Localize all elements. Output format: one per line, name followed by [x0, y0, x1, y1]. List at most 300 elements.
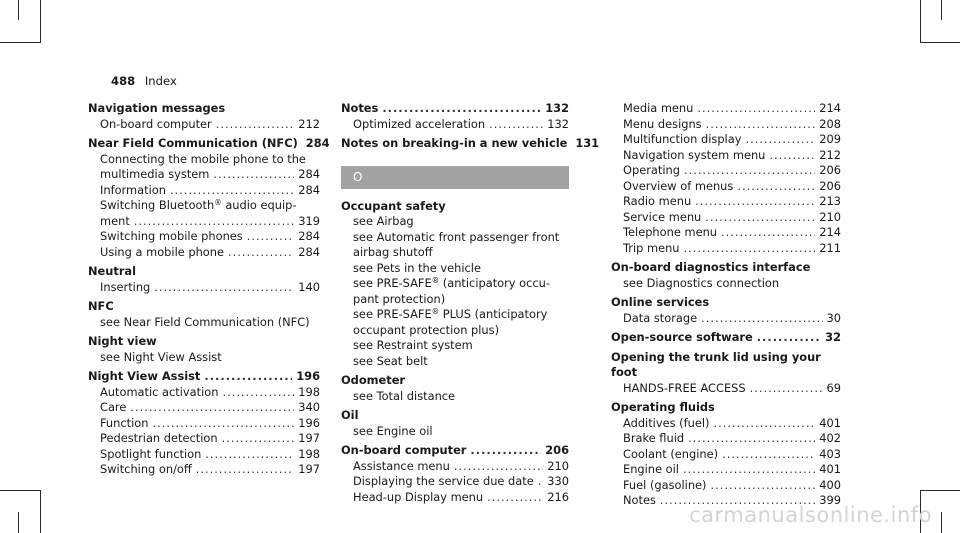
entry-text: [88, 264, 136, 278]
index-entry-sub: [341, 389, 569, 405]
leader-dots: [684, 163, 815, 179]
crop-mark: [920, 0, 921, 43]
index-entry-sub: [341, 245, 569, 261]
page-reference[interactable]: 401: [819, 462, 841, 476]
entry-label: occupant protection plus): [353, 322, 500, 337]
index-entry-sub: [611, 225, 841, 241]
index-entry-heading: [341, 101, 569, 117]
entry-label: Inserting: [100, 279, 151, 294]
entry-text: [100, 350, 222, 364]
page-reference[interactable]: 214: [819, 225, 841, 239]
index-entry-sub: [341, 261, 569, 277]
page-reference[interactable]: 198: [298, 384, 320, 399]
entry-text: [623, 101, 693, 117]
page-reference[interactable]: 211: [819, 240, 841, 255]
entry-label: see Night View Assist: [100, 349, 222, 364]
index-entry-sub: [88, 214, 320, 230]
page-reference[interactable]: 403: [819, 446, 841, 461]
leader-dots: [152, 416, 294, 432]
entry-label: pant protection): [353, 291, 446, 306]
page-header: [111, 74, 177, 88]
page-reference[interactable]: 140: [298, 279, 320, 294]
entry-label: Using a mobile phone: [100, 244, 225, 259]
page-reference[interactable]: 284: [298, 244, 320, 259]
page-reference[interactable]: 32: [825, 330, 841, 344]
leader-dots: [713, 416, 815, 432]
entry-text: [623, 493, 656, 509]
crop-mark: [40, 0, 41, 43]
leader-dots: [688, 431, 815, 447]
index-entry-sub: [611, 163, 841, 179]
entry-label: HANDS-FREE ACCESS: [623, 380, 746, 395]
index-entry-sub: [341, 230, 569, 246]
leader-dots: [701, 311, 822, 327]
leader-dots: [196, 462, 295, 478]
index-entry-sub: [88, 152, 320, 168]
leader-dots: [489, 117, 543, 133]
entry-text: [100, 245, 224, 261]
leader-dots: [684, 241, 816, 257]
entry-label: Coolant (engine): [623, 446, 719, 461]
entry-text: [353, 490, 483, 506]
entry-label: Switching mobile phones: [100, 229, 243, 243]
index-entry-heading: [341, 408, 569, 424]
entry-label: see Near Field Communication (NFC): [100, 314, 310, 329]
registered-mark: ®: [431, 307, 440, 316]
index-entry-heading: [611, 330, 841, 346]
entry-text: [88, 101, 225, 115]
entry-text: [623, 447, 718, 463]
entry-label: see Restraint system: [353, 338, 473, 352]
watermark: carmanualsonline.info: [689, 503, 932, 527]
index-entry-sub: [88, 431, 320, 447]
letter-heading: O: [341, 166, 569, 189]
index-entry-sub: [611, 447, 841, 463]
leader-dots: [721, 225, 815, 241]
entry-label: Radio menu: [623, 194, 692, 208]
leader-dots: [454, 459, 543, 475]
entry-label: Trip menu: [623, 240, 680, 255]
entry-label: On-board computer: [100, 116, 212, 131]
leader-dots: [757, 330, 821, 346]
entry-label: Automatic activation: [100, 384, 219, 399]
leader-dots: [228, 245, 294, 261]
entry-label: see Automatic front passenger front: [353, 229, 560, 244]
entry-text: [353, 276, 550, 290]
leader-dots: [745, 132, 815, 148]
index-entry-sub: [611, 132, 841, 148]
index-entry-sub: [611, 148, 841, 164]
entry-label: Optimized acceleration: [353, 116, 486, 131]
index-column-2: [341, 101, 600, 505]
entry-label: Information: [100, 182, 166, 197]
page-reference[interactable]: 196: [296, 369, 320, 383]
index-entry-sub: [341, 323, 569, 339]
page-reference[interactable]: 330: [547, 474, 569, 488]
index-entry-sub: [88, 447, 320, 463]
page-reference[interactable]: 284: [298, 182, 320, 197]
crop-mark: [920, 490, 960, 491]
leader-dots: [711, 478, 816, 494]
entry-label: Oil: [341, 408, 359, 422]
entry-text: [623, 478, 707, 494]
entry-label: Switching Bluetooth: [100, 198, 215, 212]
entry-label: Navigation system menu: [623, 147, 766, 162]
index-entry-sub: [88, 350, 320, 366]
entry-label: Open-source software: [611, 330, 753, 344]
leader-dots: [222, 431, 295, 447]
entry-text: [623, 431, 684, 447]
entry-text: [611, 350, 821, 380]
index-entry-sub: [88, 385, 320, 401]
entry-text: [100, 183, 166, 199]
index-entry-heading: [88, 299, 320, 315]
page-reference[interactable]: 198: [298, 446, 320, 461]
index-entry-sub: [341, 307, 569, 323]
page-reference[interactable]: 208: [819, 116, 841, 131]
page-reference[interactable]: 284: [305, 136, 330, 150]
entry-label: Opening the trunk lid using your foot: [611, 349, 821, 379]
entry-text: [353, 230, 559, 244]
leader-dots: [750, 381, 823, 397]
page-reference[interactable]: 401: [819, 415, 841, 430]
entry-text: [611, 295, 709, 309]
page-reference[interactable]: 402: [819, 431, 841, 445]
entry-label: On-board diagnostics interface: [611, 260, 811, 274]
index-entry-sub: [611, 117, 841, 133]
index-entry-sub: [611, 241, 841, 257]
entry-label: Notes: [341, 101, 379, 115]
page-reference[interactable]: 197: [298, 462, 320, 476]
entry-label: Operating: [623, 163, 680, 177]
entry-text: [88, 334, 157, 348]
index-entry-sub: [611, 478, 841, 494]
page-reference[interactable]: 69: [826, 380, 841, 395]
entry-text: [88, 136, 298, 152]
page-reference[interactable]: 319: [298, 213, 320, 228]
entry-text: [353, 459, 450, 475]
index-entry-sub: [88, 229, 320, 245]
entry-text: [623, 148, 765, 164]
registered-mark: ®: [431, 276, 440, 285]
entry-text: [623, 179, 733, 195]
page-reference[interactable]: 210: [547, 458, 569, 473]
page-reference[interactable]: 210: [819, 209, 841, 224]
entry-label: NFC: [88, 299, 114, 313]
page-reference[interactable]: 209: [819, 132, 841, 146]
leader-dots: [222, 385, 294, 401]
entry-text: [100, 431, 218, 447]
crop-mark: [941, 512, 942, 533]
entry-text: [353, 389, 455, 403]
entry-label: multimedia system: [100, 167, 210, 181]
entry-label: Brake fluid: [623, 431, 685, 445]
entry-label: Connecting the mobile phone to the: [100, 151, 306, 166]
entry-label: Engine oil: [623, 462, 679, 476]
entry-text: [100, 214, 130, 230]
index-entry-heading: [88, 101, 320, 117]
index-entry-sub: [611, 210, 841, 226]
registered-mark: ®: [214, 198, 222, 207]
entry-label-continued: audio equip-: [221, 198, 297, 212]
entry-label: Notes: [623, 493, 656, 507]
index-entry-heading: [88, 369, 320, 385]
index-entry-sub: [88, 117, 320, 133]
entry-label: Care: [100, 400, 127, 414]
leader-dots: [737, 179, 815, 195]
entry-text: [353, 474, 534, 490]
entry-text: [341, 101, 378, 117]
entry-text: [100, 447, 201, 463]
leader-dots: [538, 474, 544, 490]
index-entry-sub: [88, 183, 320, 199]
index-entry-sub: [341, 338, 569, 354]
entry-label: Service menu: [623, 209, 702, 224]
entry-label: Media menu: [623, 101, 694, 115]
index-entry-sub: [611, 311, 841, 327]
page-reference[interactable]: 216: [547, 489, 569, 504]
entry-label: Odometer: [341, 373, 406, 387]
index-entry-sub: [88, 462, 320, 478]
page-reference[interactable]: 212: [819, 147, 841, 162]
index-entry-heading: [611, 400, 841, 416]
leader-dots: [154, 280, 294, 296]
entry-label: see PRE-SAFE: [353, 307, 432, 321]
page-reference[interactable]: 132: [547, 116, 569, 131]
entry-text: [353, 261, 481, 275]
page-reference[interactable]: 212: [298, 116, 320, 131]
entry-label: Fuel (gasoline): [623, 477, 707, 492]
entry-text: [623, 416, 709, 432]
index-entry-heading: [341, 136, 600, 152]
page-reference[interactable]: 206: [819, 163, 841, 177]
entry-label-continued: (anticipatory occu-: [439, 276, 550, 290]
entry-label: Night View Assist: [88, 369, 201, 383]
entry-text: [623, 225, 717, 241]
entry-label: Overview of menus: [623, 178, 734, 193]
entry-text: [623, 241, 680, 257]
entry-label: Near Field Communication (NFC): [88, 136, 298, 150]
page-reference[interactable]: 30: [826, 310, 841, 325]
page-reference[interactable]: 399: [819, 493, 841, 507]
index-entry-sub: [341, 292, 569, 308]
entry-label: see Total distance: [353, 388, 456, 403]
entry-label: see Engine oil: [353, 423, 433, 438]
entry-text: [623, 210, 701, 226]
page-reference[interactable]: 340: [298, 400, 320, 414]
leader-dots: [170, 183, 294, 199]
entry-label: see Seat belt: [353, 353, 428, 368]
index-entry-sub: [611, 431, 841, 447]
crop-mark: [941, 0, 942, 20]
index-column-3: [611, 101, 841, 509]
leader-dots: [705, 210, 815, 226]
page-reference[interactable]: 206: [819, 178, 841, 193]
leader-dots: [130, 400, 294, 416]
entry-text: [353, 323, 499, 337]
entry-text: [353, 424, 433, 438]
entry-text: [353, 245, 433, 259]
index-column-1: [88, 101, 330, 478]
entry-label: Displaying the service due date: [353, 474, 534, 488]
index-entry-sub: [341, 354, 569, 370]
entry-text: [100, 280, 150, 296]
entry-label: Night view: [88, 334, 157, 348]
crop-mark: [18, 512, 19, 533]
entry-text: [88, 299, 114, 313]
entry-text: [341, 373, 405, 387]
entry-label: Telephone menu: [623, 225, 718, 239]
leader-dots: [382, 101, 541, 117]
page-reference[interactable]: 284: [298, 229, 320, 243]
index-entry-heading: [88, 264, 320, 280]
index-entry-heading: [611, 295, 841, 311]
leader-dots: [697, 101, 815, 117]
entry-text: [341, 408, 359, 422]
index-entry-sub: [88, 198, 320, 214]
index-entry-sub: [88, 245, 320, 261]
entry-label: see Diagnostics connection: [623, 275, 780, 290]
index-entry-sub: [611, 416, 841, 432]
index-entry-heading: [341, 373, 569, 389]
entry-text: [353, 214, 414, 228]
leader-dots: [470, 443, 541, 459]
entry-text: [623, 381, 746, 397]
index-entry-sub: [341, 276, 569, 292]
entry-text: [353, 338, 473, 352]
entry-label: Head-up Display menu: [353, 489, 484, 504]
index-entry-sub: [611, 101, 841, 117]
page-reference[interactable]: 214: [819, 101, 841, 115]
index-entry-heading: [341, 443, 569, 459]
entry-label: see Pets in the vehicle: [353, 260, 481, 275]
entry-text: [100, 198, 296, 212]
index-entry-sub: [341, 117, 569, 133]
entry-text: [611, 400, 715, 414]
entry-text: [341, 199, 446, 213]
entry-label: Additives (fuel): [623, 415, 710, 430]
entry-text: [341, 136, 567, 152]
entry-label: Operating fluids: [611, 400, 715, 414]
page-reference[interactable]: 132: [545, 101, 569, 115]
section-title: Index: [144, 74, 177, 88]
entry-text: [100, 117, 212, 133]
index-entry-heading: [611, 260, 841, 276]
leader-dots: [216, 117, 295, 133]
entry-label-continued: PLUS (anticipatory: [439, 307, 548, 321]
index-entry-sub: [611, 179, 841, 195]
entry-label: Data storage: [623, 310, 698, 325]
entry-label: Spotlight function: [100, 446, 202, 461]
entry-text: [353, 117, 485, 133]
page-reference[interactable]: 131: [575, 136, 600, 150]
page-reference[interactable]: 400: [819, 477, 841, 492]
entry-text: [100, 462, 192, 478]
index-entry-heading: [88, 136, 330, 152]
leader-dots: [706, 117, 816, 133]
leader-dots: [695, 194, 815, 210]
leader-dots: [247, 229, 295, 245]
index-entry-sub: [88, 416, 320, 432]
entry-label: Menu designs: [623, 116, 702, 131]
leader-dots: [683, 462, 815, 478]
page-reference[interactable]: 206: [545, 443, 569, 457]
entry-label: Function: [100, 415, 149, 430]
leader-dots: [204, 369, 292, 385]
entry-text: [611, 260, 810, 274]
index-entry-sub: [341, 459, 569, 475]
page-reference[interactable]: 197: [298, 431, 320, 445]
index-entry-sub: [341, 214, 569, 230]
entry-label: see Airbag: [353, 214, 414, 228]
entry-label: Occupant safety: [341, 198, 446, 213]
index-entry-sub: [611, 194, 841, 210]
entry-label: On-board computer: [341, 443, 467, 457]
index-entry-heading: [341, 199, 569, 215]
entry-text: [353, 292, 445, 306]
entry-label: Pedestrian detection: [100, 431, 218, 445]
entry-text: [623, 311, 697, 327]
crop-mark: [0, 490, 41, 491]
entry-text: [623, 194, 691, 210]
entry-text: [623, 132, 741, 148]
entry-label: Neutral: [88, 264, 137, 278]
entry-label: see PRE-SAFE: [353, 276, 432, 290]
entry-label: Multifunction display: [623, 132, 742, 146]
leader-dots: [769, 148, 815, 164]
entry-text: [623, 276, 779, 290]
leader-dots: [134, 214, 294, 230]
entry-text: [623, 163, 680, 179]
entry-label: Assistance menu: [353, 458, 450, 473]
index-entry-sub: [611, 276, 841, 292]
entry-text: [100, 385, 218, 401]
entry-label: Switching on/off: [100, 462, 192, 476]
page-number: 488: [111, 74, 136, 88]
leader-dots: [487, 490, 543, 506]
index-entry-sub: [341, 490, 569, 506]
entry-label: airbag shutoff: [353, 245, 433, 259]
leader-dots: [205, 447, 294, 463]
index-entry-sub: [88, 167, 320, 183]
page-reference[interactable]: 196: [298, 415, 320, 430]
index-entry-sub: [88, 280, 320, 296]
entry-label: Online services: [611, 295, 710, 309]
entry-text: [611, 330, 753, 346]
entry-label: ment: [100, 213, 130, 228]
entry-text: [100, 315, 310, 329]
crop-mark: [18, 0, 19, 20]
entry-text: [623, 462, 679, 478]
entry-text: [100, 416, 148, 432]
entry-label: Notes on breaking-in a new vehicle: [341, 136, 568, 150]
index-entry-sub: [611, 381, 841, 397]
entry-text: [100, 167, 209, 183]
entry-text: [353, 307, 547, 321]
leader-dots: [722, 447, 815, 463]
index-entry-heading: [88, 334, 320, 350]
index-entry-heading: [611, 350, 841, 381]
entry-text: [341, 443, 466, 459]
entry-text: [623, 117, 702, 133]
crop-mark: [0, 42, 41, 43]
index-entry-sub: [341, 474, 569, 490]
entry-label: Navigation messages: [88, 101, 226, 115]
entry-text: [100, 400, 126, 416]
page-reference[interactable]: 213: [819, 194, 841, 208]
page-reference[interactable]: 284: [298, 167, 320, 181]
entry-text: [100, 152, 306, 166]
